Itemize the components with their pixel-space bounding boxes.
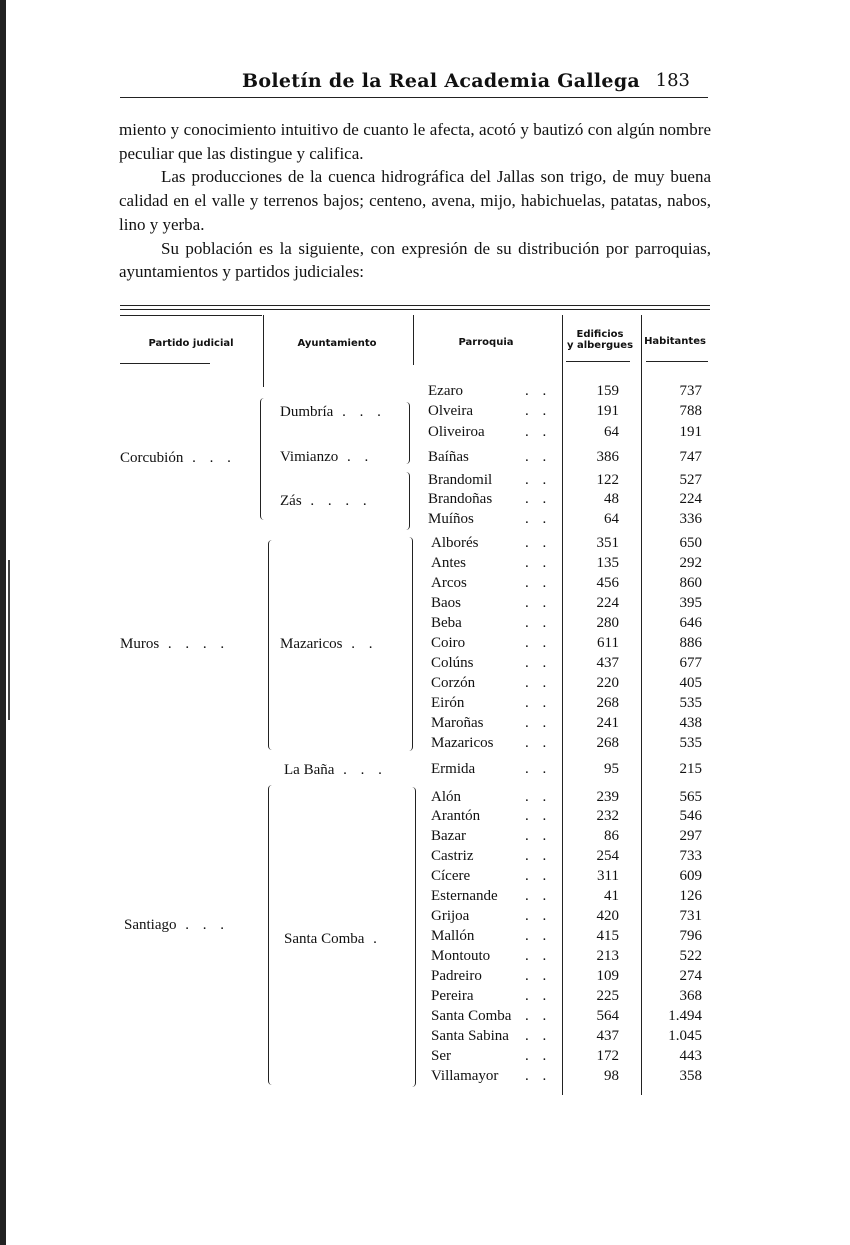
- habitantes-cell: 731: [679, 908, 702, 924]
- leader-dots: . .: [525, 888, 552, 904]
- column-divider-2: [413, 315, 414, 365]
- header-under-partido: [120, 363, 210, 364]
- leader-dots: . .: [525, 828, 552, 844]
- habitantes-cell: 443: [679, 1048, 702, 1064]
- brace-zas: [404, 472, 410, 530]
- habitantes-cell: 535: [679, 735, 702, 751]
- parroquia-cell: Castriz: [431, 848, 474, 864]
- table-top-rule-3: [120, 315, 262, 316]
- parroquia-cell: Baos: [431, 595, 461, 611]
- running-header: [120, 62, 708, 96]
- edificios-cell: 109: [596, 968, 619, 984]
- parroquia-cell: Coiro: [431, 635, 466, 651]
- parroquia-cell: Alón: [431, 789, 461, 805]
- leader-dots: . .: [525, 1068, 552, 1084]
- leader-dots: . .: [525, 948, 552, 964]
- parroquia-cell: Alborés: [431, 535, 479, 551]
- habitantes-cell: 747: [679, 449, 702, 465]
- edificios-cell: 254: [596, 848, 619, 864]
- leader-dots: . .: [525, 789, 552, 805]
- habitantes-cell: 215: [679, 761, 702, 777]
- habitantes-cell: 191: [679, 424, 702, 440]
- edificios-cell: 224: [596, 595, 619, 611]
- habitantes-cell: 609: [679, 868, 702, 884]
- leader-dots: . .: [525, 808, 552, 824]
- header-ayuntamiento: Ayuntamiento: [297, 338, 377, 349]
- parroquia-cell: Grijoa: [431, 908, 470, 924]
- habitantes-cell: 297: [679, 828, 702, 844]
- habitantes-cell: 737: [679, 383, 702, 399]
- leader-dots: . .: [525, 535, 552, 551]
- parroquia-cell: Santa Sabina: [431, 1028, 509, 1044]
- brace-mazaricos: [407, 537, 413, 751]
- habitantes-cell: 733: [679, 848, 702, 864]
- habitantes-cell: 126: [679, 888, 702, 904]
- partido-santiago: Santiago . . .: [124, 917, 229, 933]
- body-text: [119, 118, 711, 284]
- edificios-cell: 232: [596, 808, 619, 824]
- parroquia-cell: Baíñas: [428, 449, 469, 465]
- edificios-cell: 611: [597, 635, 619, 651]
- leader-dots: . .: [525, 848, 552, 864]
- paragraph-1: miento y conocimiento intuitivo de cuanto le afecta, acotó y bautizó con algún nombre peculiar que las distingue y califica.: [119, 120, 711, 163]
- header-under-habitantes: [646, 361, 708, 362]
- leader-dots: . .: [525, 868, 552, 884]
- parroquia-cell: Antes: [431, 555, 466, 571]
- edificios-cell: 311: [597, 868, 619, 884]
- header-rule: [120, 97, 708, 98]
- parroquia-cell: Brandoñas: [428, 491, 493, 507]
- page-binding-edge: [0, 0, 6, 1245]
- habitantes-cell: 565: [679, 789, 702, 805]
- leader-dots: . .: [525, 511, 552, 527]
- parroquia-cell: Oliveiroa: [428, 424, 485, 440]
- edificios-cell: 41: [604, 888, 619, 904]
- parroquia-cell: Brandomil: [428, 472, 493, 488]
- edificios-cell: 64: [604, 511, 619, 527]
- parroquia-cell: Padreiro: [431, 968, 482, 984]
- edificios-cell: 48: [604, 491, 619, 507]
- habitantes-cell: 646: [679, 615, 702, 631]
- brace-muros: [268, 540, 275, 750]
- table-top-rule-2: [120, 309, 710, 310]
- leader-dots: . .: [525, 403, 552, 419]
- edificios-cell: 98: [604, 1068, 619, 1084]
- leader-dots: . .: [525, 383, 552, 399]
- leader-dots: . .: [525, 575, 552, 591]
- habitantes-cell: 274: [679, 968, 702, 984]
- parroquia-cell: Cícere: [431, 868, 471, 884]
- edificios-cell: 437: [596, 1028, 619, 1044]
- leader-dots: . .: [525, 695, 552, 711]
- edificios-cell: 239: [596, 789, 619, 805]
- leader-dots: . .: [525, 761, 552, 777]
- habitantes-cell: 1.494: [668, 1008, 702, 1024]
- header-edificios: [563, 329, 637, 351]
- edificios-cell: 191: [596, 403, 619, 419]
- habitantes-cell: 438: [679, 715, 702, 731]
- journal-title: Boletín de la Real Academia Gallega: [242, 70, 641, 92]
- header-partido: Partido judicial: [148, 338, 234, 349]
- habitantes-cell: 535: [679, 695, 702, 711]
- edificios-cell: 135: [596, 555, 619, 571]
- parroquia-cell: Mallón: [431, 928, 475, 944]
- edificios-cell: 268: [596, 735, 619, 751]
- habitantes-cell: 1.045: [668, 1028, 702, 1044]
- edificios-cell: 64: [604, 424, 619, 440]
- habitantes-cell: 522: [679, 948, 702, 964]
- parroquia-cell: Ezaro: [428, 383, 463, 399]
- brace-dumbria: [404, 402, 410, 464]
- parroquia-cell: Eirón: [431, 695, 465, 711]
- edificios-cell: 95: [604, 761, 619, 777]
- parroquia-cell: Colúns: [431, 655, 474, 671]
- habitantes-cell: 395: [679, 595, 702, 611]
- header-under-edificios: [566, 361, 630, 362]
- leader-dots: . .: [525, 595, 552, 611]
- header-parroquia: Parroquia: [458, 337, 514, 348]
- leader-dots: . .: [525, 655, 552, 671]
- parroquia-cell: Corzón: [431, 675, 476, 691]
- header-edificios-line-1: Edificios: [576, 329, 624, 340]
- ayuntamiento-la-bana: La Baña . . .: [284, 762, 387, 778]
- ayuntamiento-mazaricos: Mazaricos . .: [280, 636, 378, 652]
- table-top-rule: [120, 305, 710, 306]
- leader-dots: . .: [525, 472, 552, 488]
- parroquia-cell: Beba: [431, 615, 462, 631]
- edificios-cell: 351: [596, 535, 619, 551]
- edificios-cell: 172: [596, 1048, 619, 1064]
- parroquia-cell: Muíños: [428, 511, 474, 527]
- ayuntamiento-dumbria: Dumbría . . .: [280, 404, 386, 420]
- habitantes-cell: 796: [679, 928, 702, 944]
- parroquia-cell: Montouto: [431, 948, 491, 964]
- leader-dots: . .: [525, 615, 552, 631]
- edificios-cell: 415: [596, 928, 619, 944]
- ayuntamiento-zas: Zás . . . .: [280, 493, 372, 509]
- parroquia-cell: Ser: [431, 1048, 451, 1064]
- population-table: [120, 305, 710, 1095]
- edificios-cell: 159: [596, 383, 619, 399]
- edificios-cell: 225: [596, 988, 619, 1004]
- parroquia-cell: Esternande: [431, 888, 498, 904]
- edificios-cell: 122: [596, 472, 619, 488]
- habitantes-cell: 405: [679, 675, 702, 691]
- leader-dots: . .: [525, 424, 552, 440]
- leader-dots: . .: [525, 908, 552, 924]
- leader-dots: . .: [525, 715, 552, 731]
- habitantes-cell: 788: [679, 403, 702, 419]
- leader-dots: . .: [525, 735, 552, 751]
- habitantes-cell: 368: [679, 988, 702, 1004]
- habitantes-cell: 292: [679, 555, 702, 571]
- habitantes-cell: 224: [679, 491, 702, 507]
- edificios-cell: 213: [596, 948, 619, 964]
- leader-dots: . .: [525, 675, 552, 691]
- leader-dots: . .: [525, 449, 552, 465]
- habitantes-cell: 886: [679, 635, 702, 651]
- ayuntamiento-santa-comba: Santa Comba .: [284, 931, 382, 947]
- edificios-cell: 564: [596, 1008, 619, 1024]
- edificios-cell: 241: [596, 715, 619, 731]
- leader-dots: . .: [525, 1008, 552, 1024]
- parroquia-cell: Arantón: [431, 808, 481, 824]
- edificios-cell: 86: [604, 828, 619, 844]
- parroquia-cell: Mazaricos: [431, 735, 494, 751]
- page-number: 183: [655, 70, 690, 91]
- column-divider-1: [263, 315, 264, 387]
- brace-corcubion: [260, 398, 267, 520]
- parroquia-cell: Bazar: [431, 828, 466, 844]
- habitantes-cell: 358: [679, 1068, 702, 1084]
- edificios-cell: 220: [596, 675, 619, 691]
- parroquia-cell: Santa Comba: [431, 1008, 512, 1024]
- header-habitantes: Habitantes: [644, 336, 706, 347]
- partido-corcubion: Corcubión . . .: [120, 450, 236, 466]
- habitantes-cell: 546: [679, 808, 702, 824]
- edificios-cell: 437: [596, 655, 619, 671]
- edificios-cell: 280: [596, 615, 619, 631]
- parroquia-cell: Villamayor: [431, 1068, 499, 1084]
- leader-dots: . .: [525, 635, 552, 651]
- ayuntamiento-vimianzo: Vimianzo . .: [280, 449, 374, 465]
- edificios-cell: 456: [596, 575, 619, 591]
- leader-dots: . .: [525, 1048, 552, 1064]
- edificios-cell: 386: [596, 449, 619, 465]
- edificios-cell: 420: [596, 908, 619, 924]
- parroquia-cell: Pereira: [431, 988, 474, 1004]
- edificios-cell: 268: [596, 695, 619, 711]
- brace-santiago: [268, 785, 275, 1085]
- leader-dots: . .: [525, 491, 552, 507]
- habitantes-cell: 650: [679, 535, 702, 551]
- parroquia-cell: Ermida: [431, 761, 476, 777]
- column-divider-3: [562, 315, 563, 1095]
- header-edificios-line-2: y albergues: [566, 340, 634, 351]
- habitantes-cell: 527: [679, 472, 702, 488]
- habitantes-cell: 677: [679, 655, 702, 671]
- leader-dots: . .: [525, 928, 552, 944]
- parroquia-cell: Maroñas: [431, 715, 484, 731]
- habitantes-cell: 860: [679, 575, 702, 591]
- leader-dots: . .: [525, 988, 552, 1004]
- parroquia-cell: Arcos: [431, 575, 467, 591]
- parroquia-cell: Olveira: [428, 403, 473, 419]
- leader-dots: . .: [525, 968, 552, 984]
- leader-dots: . .: [525, 1028, 552, 1044]
- paragraph-2: Las producciones de la cuenca hidrográfica del Jallas son trigo, de muy buena calidad en el valle y terrenos bajos; centeno, avena, mijo, habichuelas, patatas, nabos, lino y yerba.: [119, 167, 711, 234]
- brace-santa-comba: [410, 787, 416, 1087]
- leader-dots: . .: [525, 555, 552, 571]
- partido-muros: Muros . . . .: [120, 636, 230, 652]
- paragraph-3: Su población es la siguiente, con expresión de su distribución por parroquias, ayuntamientos y partidos judiciales:: [119, 238, 711, 282]
- page-binding-mark: [8, 560, 10, 720]
- habitantes-cell: 336: [679, 511, 702, 527]
